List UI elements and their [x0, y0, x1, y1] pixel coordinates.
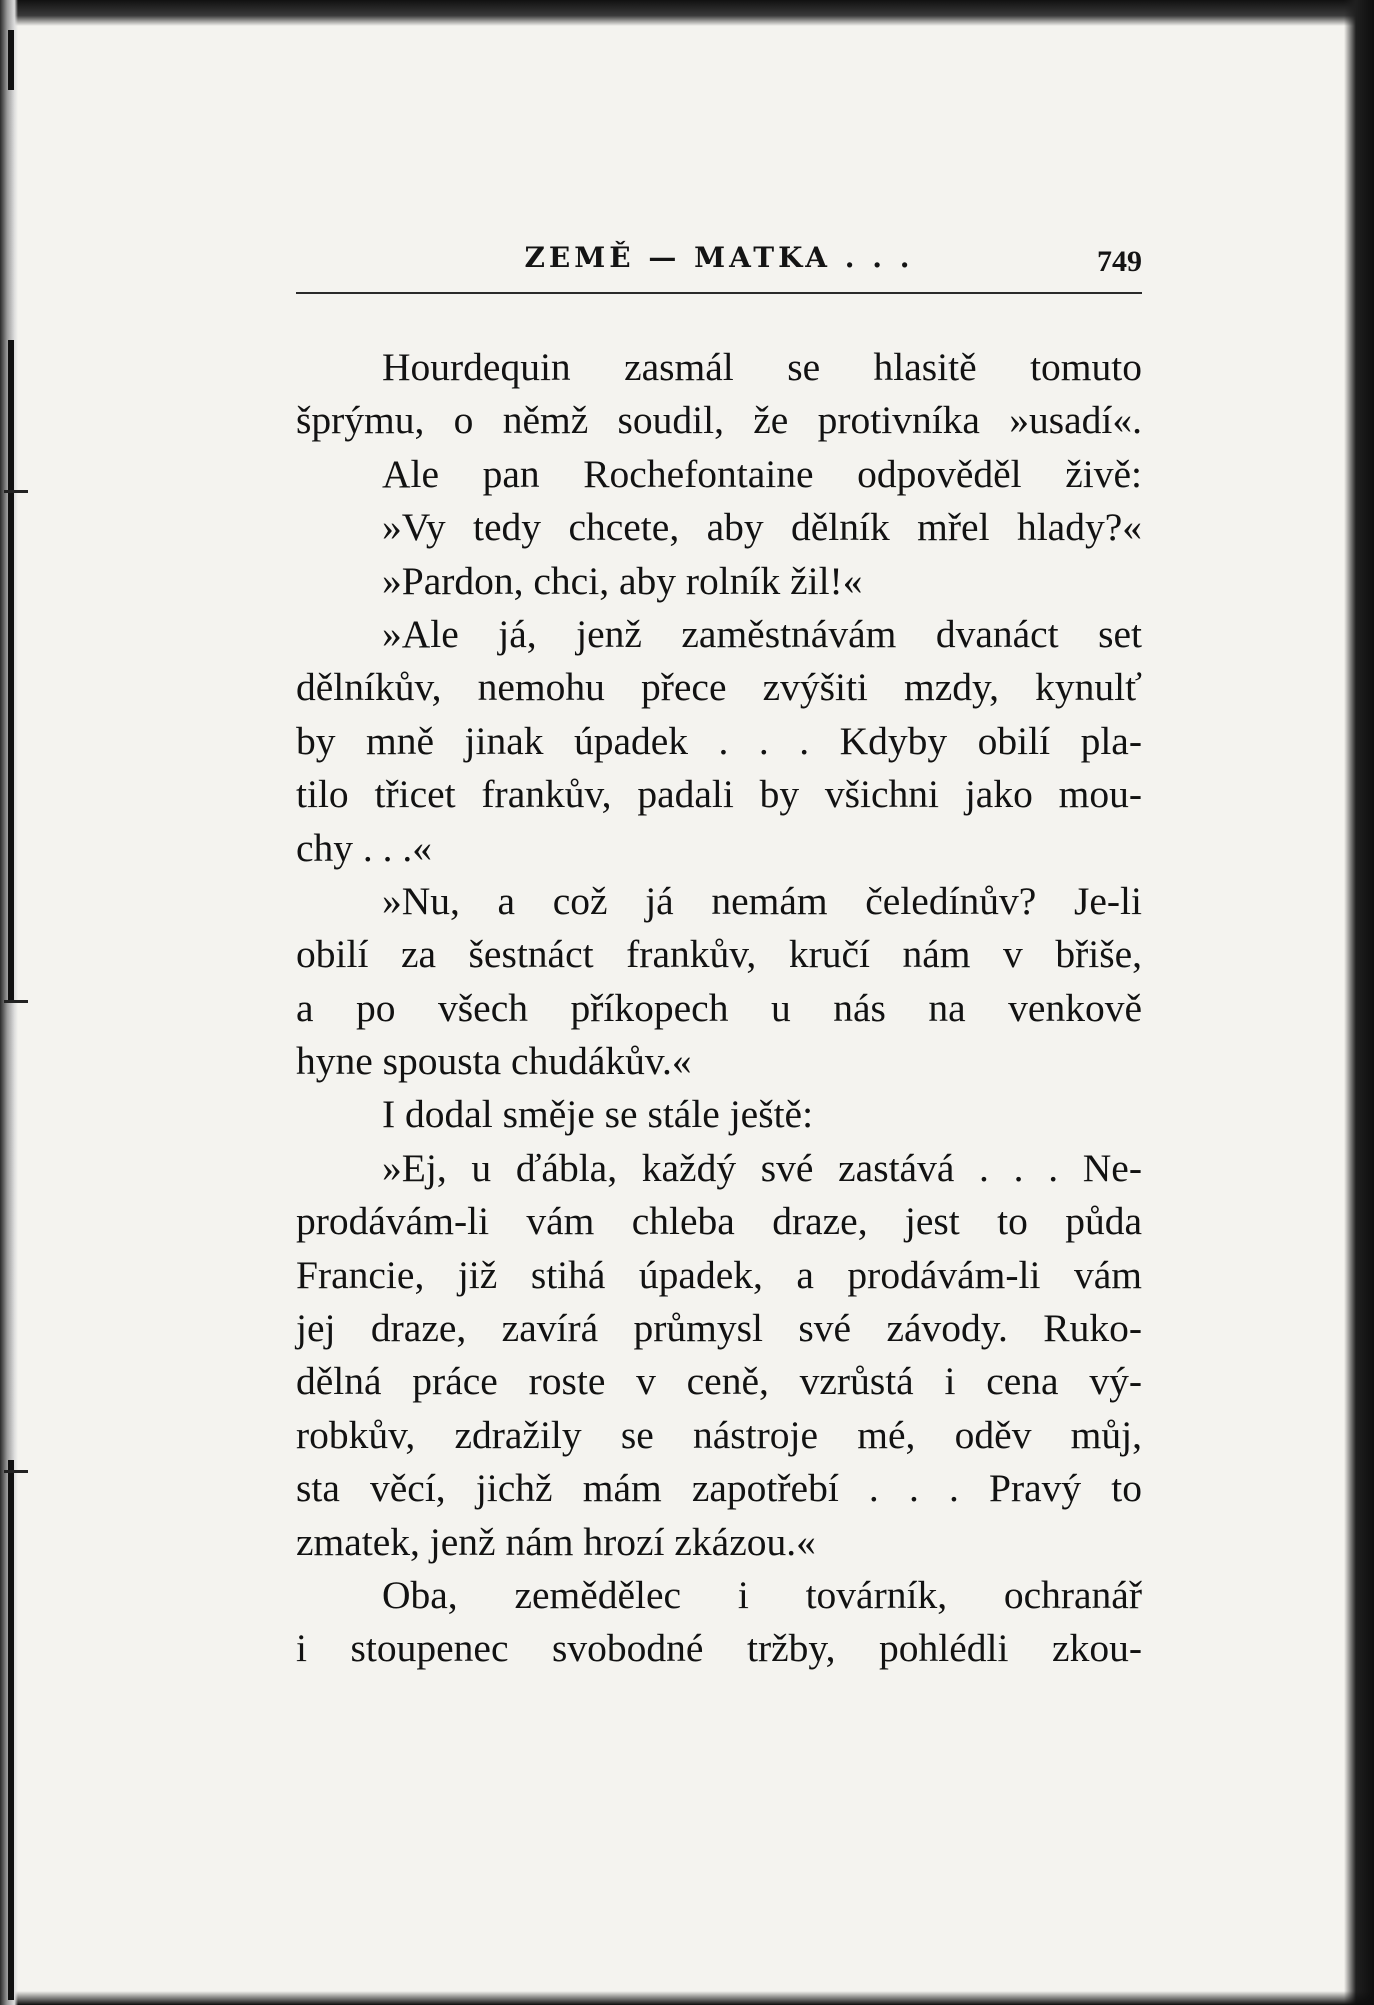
body-text: [296, 341, 1142, 1676]
text-line: by mně jinak úpadek . . . Kdyby obilí pla-: [296, 718, 1142, 763]
text-line: šprýmu, o němž soudil, že protivníka »usadí«.: [296, 398, 1142, 443]
gutter-mark: [8, 30, 14, 90]
text-line: Oba, zemědělec i továrník, ochranář: [382, 1572, 1142, 1617]
text-line: obilí za šestnáct frankův, kručí nám v břiše,: [296, 932, 1142, 977]
gutter-mark: [8, 1460, 14, 2000]
text-line: dělníkův, nemohu přece zvýšiti mzdy, kynulť: [296, 665, 1142, 710]
text-line: »Pardon, chci, aby rolník žil!«: [382, 558, 863, 603]
text-line: i stoupenec svobodné tržby, pohlédli zkou-: [296, 1626, 1142, 1671]
gutter-tick: [4, 1000, 28, 1003]
text-line: robkův, zdražily se nástroje mé, oděv můj,: [296, 1412, 1142, 1457]
text-line: sta věcí, jichž mám zapotřebí . . . Pravý to: [296, 1466, 1142, 1511]
text-line: »Ej, u ďábla, každý své zastává . . . Ne-: [382, 1145, 1142, 1190]
running-title: ZEMĚ — MATKA . . .: [524, 241, 914, 274]
scan-edge-bottom: [0, 1991, 1374, 2005]
gutter-mark: [8, 340, 14, 1000]
header-rule: [296, 292, 1142, 294]
text-line: »Vy tedy chcete, aby dělník mřel hlady?«: [382, 505, 1142, 550]
text-line: dělná práce roste v ceně, vzrůstá i cena vý-: [296, 1359, 1142, 1404]
text-line: »Ale já, jenž zaměstnávám dvanáct set: [382, 611, 1142, 656]
text-line: zmatek, jenž nám hrozí zkázou.«: [296, 1519, 816, 1564]
text-line: tilo třicet frankův, padali by všichni jako mou-: [296, 772, 1142, 817]
text-line: jej draze, zavírá průmysl své závody. Ruko-: [296, 1306, 1142, 1351]
page-header: [296, 238, 1142, 294]
gutter-tick: [4, 490, 28, 493]
text-line: hyne spousta chudákův.«: [296, 1039, 692, 1084]
text-line: Hourdequin zasmál se hlasitě tomuto: [382, 345, 1142, 389]
text-line: Francie, již stihá úpadek, a prodávám-li vám: [296, 1252, 1142, 1297]
text-line: prodávám-li vám chleba draze, jest to půda: [296, 1199, 1142, 1244]
text-line: »Nu, a což já nemám čeledínův? Je-li: [382, 878, 1142, 923]
text-line: a po všech příkopech u nás na venkově: [296, 985, 1142, 1030]
text-line: Ale pan Rochefontaine odpověděl živě:: [382, 451, 1142, 496]
text-line: I dodal směje se stále ještě:: [382, 1092, 814, 1137]
scan-edge-top: [0, 0, 1374, 26]
text-line: chy . . .«: [296, 825, 433, 870]
scan-edge-right: [1344, 0, 1374, 2005]
gutter-tick: [4, 1470, 28, 1473]
page-number: 749: [1097, 245, 1142, 278]
